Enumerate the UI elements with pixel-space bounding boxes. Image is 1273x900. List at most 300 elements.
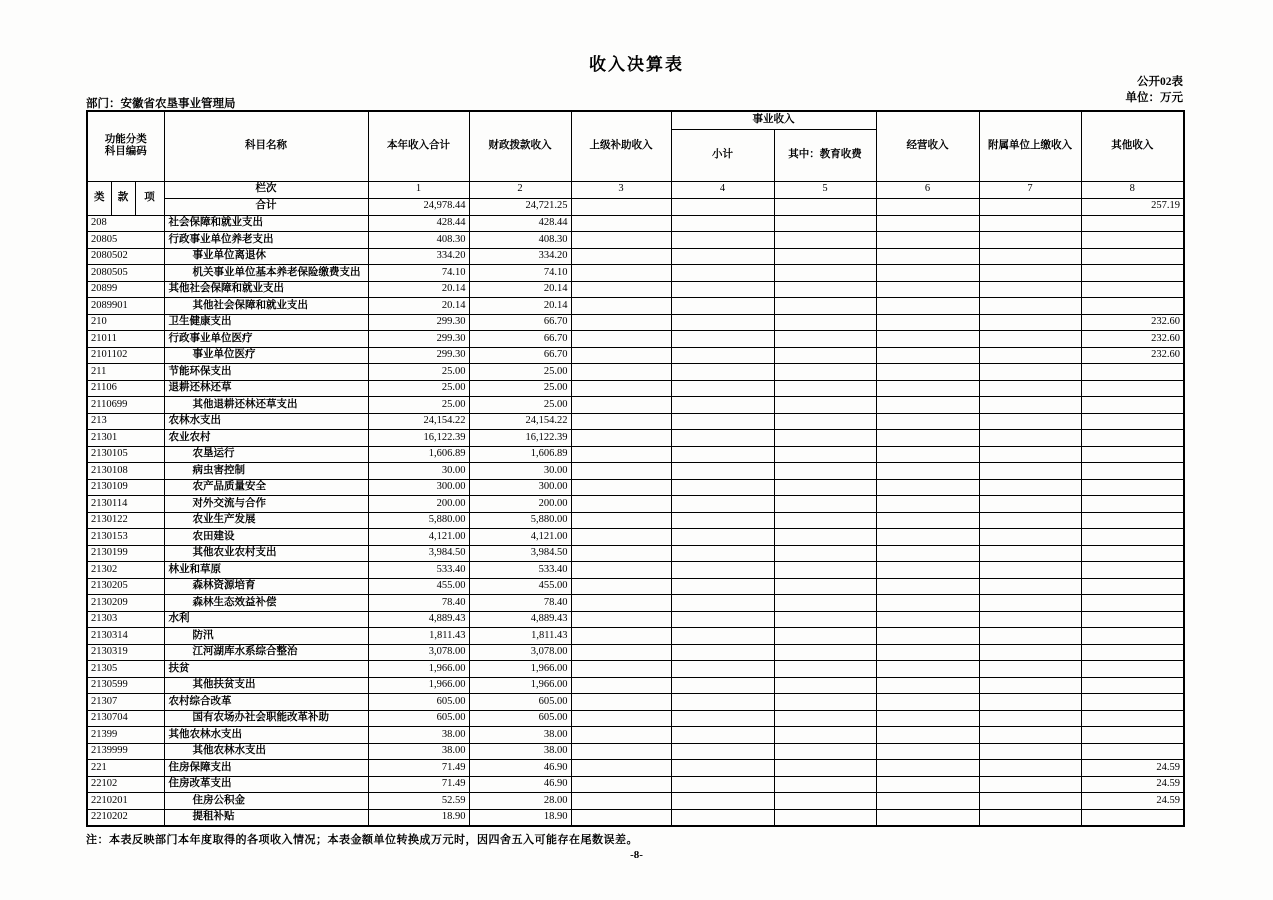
value-cell: 20.14 xyxy=(469,298,571,315)
value-cell: 605.00 xyxy=(368,710,469,727)
value-cell xyxy=(571,463,671,480)
column-number: 2 xyxy=(469,181,571,198)
value-cell xyxy=(774,677,876,694)
value-cell xyxy=(774,793,876,810)
value-cell xyxy=(1081,512,1184,529)
value-cell xyxy=(1081,545,1184,562)
value-cell: 455.00 xyxy=(469,578,571,595)
subject-name-cell: 其他农林水支出 xyxy=(164,727,368,744)
subject-name-cell: 卫生健康支出 xyxy=(164,314,368,331)
value-cell xyxy=(1081,380,1184,397)
column-number: 1 xyxy=(368,181,469,198)
table-row xyxy=(87,347,1184,364)
value-cell xyxy=(1081,430,1184,447)
value-cell xyxy=(671,743,774,760)
value-cell xyxy=(671,265,774,282)
value-cell xyxy=(979,562,1081,579)
value-cell xyxy=(876,727,979,744)
code-cell: 2130108 xyxy=(87,463,164,480)
value-cell xyxy=(876,430,979,447)
value-cell xyxy=(671,562,774,579)
value-cell: 38.00 xyxy=(368,727,469,744)
page-number: -8- xyxy=(630,849,643,861)
value-cell xyxy=(979,215,1081,232)
value-cell: 74.10 xyxy=(368,265,469,282)
value-cell: 1,811.43 xyxy=(368,628,469,645)
value-cell: 1,966.00 xyxy=(368,677,469,694)
value-cell: 299.30 xyxy=(368,314,469,331)
total-value-cell xyxy=(671,198,774,215)
value-cell: 300.00 xyxy=(469,479,571,496)
value-cell: 3,078.00 xyxy=(469,644,571,661)
subject-name-cell: 国有农场办社会职能改革补助 xyxy=(164,710,368,727)
value-cell: 232.60 xyxy=(1081,331,1184,348)
value-cell xyxy=(876,331,979,348)
table-row xyxy=(87,562,1184,579)
value-cell xyxy=(979,644,1081,661)
subject-name-cell: 农垦运行 xyxy=(164,446,368,463)
value-cell xyxy=(774,265,876,282)
value-cell xyxy=(671,397,774,414)
value-cell xyxy=(671,479,774,496)
value-cell xyxy=(774,545,876,562)
table-row xyxy=(87,314,1184,331)
table-row xyxy=(87,281,1184,298)
value-cell xyxy=(671,463,774,480)
value-cell xyxy=(1081,743,1184,760)
header-code-group-line1: 功能分类 xyxy=(104,134,147,146)
value-cell xyxy=(1081,397,1184,414)
code-cell: 2130109 xyxy=(87,479,164,496)
value-cell xyxy=(774,364,876,381)
value-cell: 16,122.39 xyxy=(368,430,469,447)
table-row xyxy=(87,397,1184,414)
value-cell xyxy=(571,710,671,727)
value-cell xyxy=(979,364,1081,381)
value-cell: 4,889.43 xyxy=(469,611,571,628)
value-cell: 25.00 xyxy=(368,397,469,414)
value-cell xyxy=(979,463,1081,480)
value-cell xyxy=(979,809,1081,826)
value-cell xyxy=(979,661,1081,678)
value-cell: 1,966.00 xyxy=(469,661,571,678)
code-cell: 2130105 xyxy=(87,446,164,463)
table-row xyxy=(87,644,1184,661)
subject-name-cell: 住房保障支出 xyxy=(164,760,368,777)
page-title: 收入决算表 xyxy=(589,55,684,74)
header-other-income: 其他收入 xyxy=(1081,111,1184,181)
value-cell xyxy=(1081,595,1184,612)
value-cell xyxy=(774,760,876,777)
value-cell xyxy=(774,298,876,315)
table-row xyxy=(87,760,1184,777)
value-cell xyxy=(876,694,979,711)
value-cell xyxy=(571,628,671,645)
value-cell xyxy=(671,331,774,348)
value-cell xyxy=(979,611,1081,628)
table-row xyxy=(87,512,1184,529)
value-cell xyxy=(571,479,671,496)
value-cell xyxy=(1081,364,1184,381)
code-cell: 21011 xyxy=(87,331,164,348)
table-row xyxy=(87,628,1184,645)
code-cell: 20805 xyxy=(87,232,164,249)
value-cell xyxy=(671,760,774,777)
value-cell xyxy=(876,281,979,298)
value-cell xyxy=(1081,694,1184,711)
value-cell xyxy=(876,743,979,760)
subject-name-cell: 住房改革支出 xyxy=(164,776,368,793)
value-cell: 78.40 xyxy=(469,595,571,612)
value-cell xyxy=(571,232,671,249)
subject-name-cell: 退耕还林还草 xyxy=(164,380,368,397)
value-cell xyxy=(571,545,671,562)
value-cell: 5,880.00 xyxy=(368,512,469,529)
value-cell xyxy=(876,347,979,364)
subject-name-cell: 社会保障和就业支出 xyxy=(164,215,368,232)
value-cell xyxy=(671,413,774,430)
value-cell xyxy=(571,364,671,381)
value-cell: 300.00 xyxy=(368,479,469,496)
value-cell: 18.90 xyxy=(469,809,571,826)
value-cell xyxy=(774,776,876,793)
code-cell: 211 xyxy=(87,364,164,381)
table-row xyxy=(87,611,1184,628)
code-cell: 210 xyxy=(87,314,164,331)
table-row xyxy=(87,578,1184,595)
value-cell xyxy=(774,611,876,628)
value-cell: 24.59 xyxy=(1081,760,1184,777)
header-superior-subsidy: 上级补助收入 xyxy=(571,111,671,181)
code-cell: 21301 xyxy=(87,430,164,447)
value-cell xyxy=(671,248,774,265)
subject-name-cell: 农业农村 xyxy=(164,430,368,447)
value-cell: 38.00 xyxy=(469,743,571,760)
value-cell xyxy=(571,809,671,826)
subject-name-cell: 其他农林水支出 xyxy=(164,743,368,760)
value-cell xyxy=(1081,644,1184,661)
subject-name-cell: 其他退耕还林还草支出 xyxy=(164,397,368,414)
value-cell: 455.00 xyxy=(368,578,469,595)
value-cell xyxy=(571,776,671,793)
value-cell xyxy=(876,661,979,678)
subject-name-cell: 其他扶贫支出 xyxy=(164,677,368,694)
header-education-fee: 其中：教育收费 xyxy=(774,129,876,181)
value-cell xyxy=(876,545,979,562)
value-cell xyxy=(876,628,979,645)
table-row xyxy=(87,364,1184,381)
value-cell: 20.14 xyxy=(469,281,571,298)
header-code-item: 项 xyxy=(135,181,164,215)
header-total-income: 本年收入合计 xyxy=(368,111,469,181)
value-cell xyxy=(774,380,876,397)
value-cell xyxy=(1081,298,1184,315)
value-cell xyxy=(671,661,774,678)
value-cell xyxy=(979,446,1081,463)
value-cell: 25.00 xyxy=(469,380,571,397)
subject-name-cell: 病虫害控制 xyxy=(164,463,368,480)
value-cell xyxy=(774,232,876,249)
value-cell xyxy=(671,578,774,595)
table-row xyxy=(87,463,1184,480)
value-cell: 334.20 xyxy=(368,248,469,265)
value-cell xyxy=(1081,248,1184,265)
value-cell: 1,606.89 xyxy=(368,446,469,463)
code-cell: 2139999 xyxy=(87,743,164,760)
value-cell xyxy=(671,281,774,298)
table-row xyxy=(87,595,1184,612)
value-cell xyxy=(671,793,774,810)
value-cell: 24.59 xyxy=(1081,776,1184,793)
value-cell xyxy=(671,430,774,447)
code-cell: 2130704 xyxy=(87,710,164,727)
code-cell: 2089901 xyxy=(87,298,164,315)
subject-name-cell: 森林生态效益补偿 xyxy=(164,595,368,612)
code-cell: 208 xyxy=(87,215,164,232)
subject-name-cell: 农林水支出 xyxy=(164,413,368,430)
value-cell xyxy=(876,314,979,331)
table-row xyxy=(87,743,1184,760)
code-cell: 21399 xyxy=(87,727,164,744)
value-cell: 20.14 xyxy=(368,298,469,315)
table-row xyxy=(87,331,1184,348)
form-code-label: 公开02表 xyxy=(1137,76,1183,88)
value-cell xyxy=(979,776,1081,793)
code-cell: 2130209 xyxy=(87,595,164,612)
value-cell xyxy=(979,727,1081,744)
value-cell xyxy=(571,298,671,315)
value-cell: 30.00 xyxy=(368,463,469,480)
value-cell xyxy=(571,430,671,447)
value-cell xyxy=(774,694,876,711)
value-cell xyxy=(979,380,1081,397)
table-row xyxy=(87,215,1184,232)
value-cell xyxy=(876,512,979,529)
value-cell xyxy=(774,710,876,727)
value-cell xyxy=(876,595,979,612)
column-number: 3 xyxy=(571,181,671,198)
value-cell xyxy=(876,644,979,661)
value-cell xyxy=(876,479,979,496)
table-row xyxy=(87,496,1184,513)
value-cell: 20.14 xyxy=(368,281,469,298)
code-cell: 21307 xyxy=(87,694,164,711)
value-cell xyxy=(876,248,979,265)
value-cell: 38.00 xyxy=(368,743,469,760)
value-cell xyxy=(979,677,1081,694)
subject-name-cell: 事业单位离退休 xyxy=(164,248,368,265)
value-cell xyxy=(876,380,979,397)
value-cell: 200.00 xyxy=(368,496,469,513)
subject-name-cell: 林业和草原 xyxy=(164,562,368,579)
total-value-cell xyxy=(571,198,671,215)
column-index-row xyxy=(87,181,1184,198)
value-cell xyxy=(774,743,876,760)
lanci-label: 栏次 xyxy=(164,181,368,198)
value-cell xyxy=(671,380,774,397)
value-cell: 66.70 xyxy=(469,314,571,331)
value-cell: 74.10 xyxy=(469,265,571,282)
value-cell xyxy=(876,776,979,793)
total-value-cell: 24,978.44 xyxy=(368,198,469,215)
code-cell: 21303 xyxy=(87,611,164,628)
value-cell xyxy=(774,446,876,463)
value-cell xyxy=(671,809,774,826)
header-code-category: 类 xyxy=(87,181,111,215)
total-value-cell xyxy=(774,198,876,215)
value-cell xyxy=(1081,727,1184,744)
value-cell xyxy=(571,694,671,711)
value-cell xyxy=(979,397,1081,414)
header-code-section: 款 xyxy=(111,181,135,215)
header-fiscal-income: 财政拨款收入 xyxy=(469,111,571,181)
code-cell: 2130122 xyxy=(87,512,164,529)
table-row xyxy=(87,727,1184,744)
subject-name-cell: 农村综合改革 xyxy=(164,694,368,711)
value-cell xyxy=(1081,463,1184,480)
table-row xyxy=(87,529,1184,546)
code-cell: 2130319 xyxy=(87,644,164,661)
value-cell xyxy=(774,578,876,595)
value-cell xyxy=(1081,611,1184,628)
value-cell xyxy=(1081,413,1184,430)
value-cell xyxy=(671,644,774,661)
total-label: 合计 xyxy=(164,198,368,215)
header-subject-name: 科目名称 xyxy=(164,111,368,181)
value-cell xyxy=(571,314,671,331)
value-cell xyxy=(979,694,1081,711)
value-cell xyxy=(876,265,979,282)
value-cell: 533.40 xyxy=(368,562,469,579)
header-row-1 xyxy=(87,111,1184,129)
value-cell xyxy=(671,232,774,249)
value-cell: 38.00 xyxy=(469,727,571,744)
value-cell xyxy=(979,760,1081,777)
value-cell: 605.00 xyxy=(368,694,469,711)
value-cell xyxy=(774,479,876,496)
subject-name-cell: 行政事业单位医疗 xyxy=(164,331,368,348)
total-value-cell: 257.19 xyxy=(1081,198,1184,215)
value-cell: 200.00 xyxy=(469,496,571,513)
value-cell: 428.44 xyxy=(469,215,571,232)
code-cell: 2210201 xyxy=(87,793,164,810)
header-operating-income: 经营收入 xyxy=(876,111,979,181)
subject-name-cell: 节能环保支出 xyxy=(164,364,368,381)
column-number: 7 xyxy=(979,181,1081,198)
value-cell xyxy=(671,545,774,562)
value-cell: 334.20 xyxy=(469,248,571,265)
value-cell xyxy=(671,364,774,381)
value-cell: 299.30 xyxy=(368,331,469,348)
table-row xyxy=(87,248,1184,265)
value-cell xyxy=(979,479,1081,496)
table-row xyxy=(87,232,1184,249)
value-cell xyxy=(876,529,979,546)
value-cell: 4,121.00 xyxy=(368,529,469,546)
value-cell xyxy=(979,529,1081,546)
value-cell xyxy=(671,694,774,711)
value-cell xyxy=(774,347,876,364)
value-cell: 71.49 xyxy=(368,776,469,793)
table-row xyxy=(87,694,1184,711)
value-cell xyxy=(671,512,774,529)
value-cell xyxy=(774,661,876,678)
value-cell xyxy=(571,281,671,298)
value-cell: 408.30 xyxy=(368,232,469,249)
value-cell xyxy=(671,298,774,315)
subject-name-cell: 农田建设 xyxy=(164,529,368,546)
value-cell xyxy=(671,776,774,793)
code-cell: 213 xyxy=(87,413,164,430)
value-cell: 232.60 xyxy=(1081,314,1184,331)
table-row xyxy=(87,776,1184,793)
value-cell: 4,889.43 xyxy=(368,611,469,628)
value-cell: 3,984.50 xyxy=(469,545,571,562)
value-cell xyxy=(876,710,979,727)
value-cell xyxy=(774,397,876,414)
subject-name-cell: 对外交流与合作 xyxy=(164,496,368,513)
value-cell: 16,122.39 xyxy=(469,430,571,447)
value-cell: 24.59 xyxy=(1081,793,1184,810)
value-cell: 232.60 xyxy=(1081,347,1184,364)
subject-name-cell: 森林资源培育 xyxy=(164,578,368,595)
value-cell xyxy=(876,446,979,463)
value-cell xyxy=(571,265,671,282)
value-cell xyxy=(571,743,671,760)
subject-name-cell: 提租补贴 xyxy=(164,809,368,826)
value-cell xyxy=(774,512,876,529)
code-cell: 2130314 xyxy=(87,628,164,645)
value-cell: 3,984.50 xyxy=(368,545,469,562)
column-number: 6 xyxy=(876,181,979,198)
value-cell xyxy=(1081,215,1184,232)
value-cell xyxy=(571,727,671,744)
table-row xyxy=(87,545,1184,562)
value-cell xyxy=(876,809,979,826)
header-affiliated-income: 附属单位上缴收入 xyxy=(979,111,1081,181)
value-cell xyxy=(979,298,1081,315)
code-cell: 221 xyxy=(87,760,164,777)
value-cell xyxy=(774,430,876,447)
value-cell xyxy=(774,644,876,661)
value-cell xyxy=(876,232,979,249)
code-cell: 2130599 xyxy=(87,677,164,694)
value-cell: 28.00 xyxy=(469,793,571,810)
value-cell: 3,078.00 xyxy=(368,644,469,661)
total-value-cell: 24,721.25 xyxy=(469,198,571,215)
value-cell xyxy=(774,248,876,265)
value-cell xyxy=(571,446,671,463)
value-cell xyxy=(571,413,671,430)
value-cell xyxy=(979,595,1081,612)
subject-name-cell: 其他社会保障和就业支出 xyxy=(164,281,368,298)
value-cell xyxy=(571,347,671,364)
table-row xyxy=(87,298,1184,315)
table-row xyxy=(87,430,1184,447)
value-cell xyxy=(1081,479,1184,496)
subject-name-cell: 机关事业单位基本养老保险缴费支出 xyxy=(164,265,368,282)
subject-name-cell: 农业生产发展 xyxy=(164,512,368,529)
value-cell xyxy=(571,562,671,579)
value-cell xyxy=(979,314,1081,331)
value-cell xyxy=(979,496,1081,513)
value-cell xyxy=(1081,281,1184,298)
value-cell xyxy=(571,512,671,529)
value-cell xyxy=(571,595,671,612)
value-cell: 1,966.00 xyxy=(469,677,571,694)
footnote: 注：本表反映部门本年度取得的各项收入情况；本表金额单位转换成万元时，因四舍五入可能存在尾数误差。 xyxy=(86,834,638,846)
value-cell: 46.90 xyxy=(469,776,571,793)
